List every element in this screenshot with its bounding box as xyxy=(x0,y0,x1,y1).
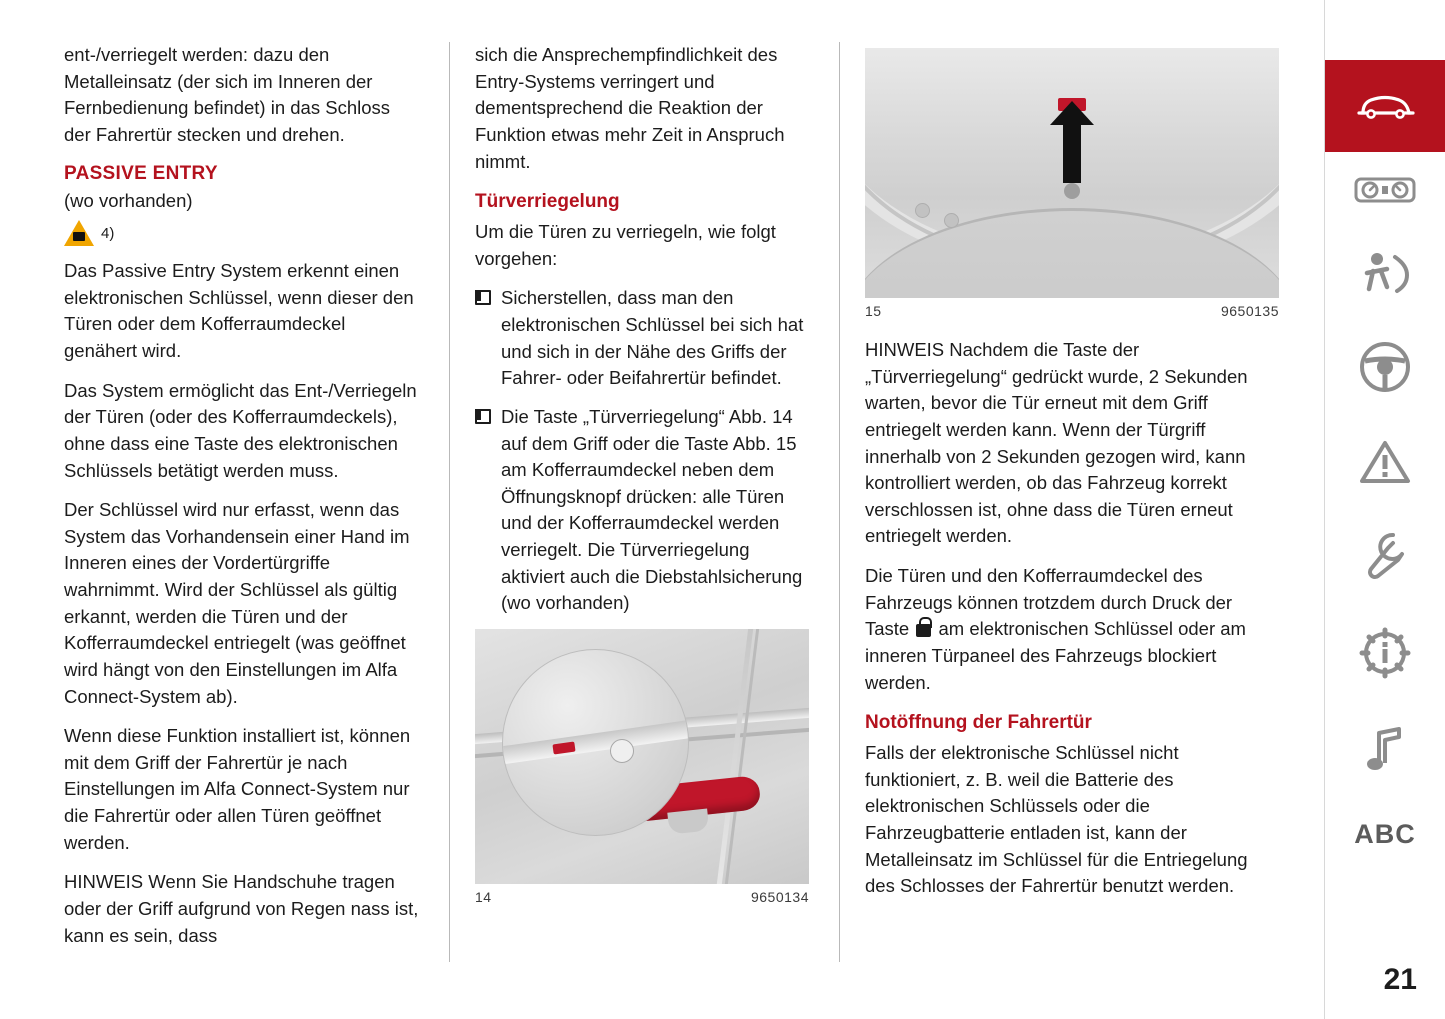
steering-wheel-icon xyxy=(1359,341,1411,393)
gear-info-icon xyxy=(1359,627,1411,679)
chapter-sidebar xyxy=(1324,0,1445,1019)
paragraph: Das Passive Entry System erkennt einen elektronischen Schlüssel, wenn dieser den Türen oder dem Kofferraumdeckel genähert wird. xyxy=(64,260,414,361)
sidebar-item-dashboard[interactable] xyxy=(1354,175,1416,205)
sidebar-item-car[interactable] xyxy=(1325,60,1445,152)
figure-15 xyxy=(865,48,1279,319)
page-number: 21 xyxy=(1383,963,1417,996)
figure-code: 9650135 xyxy=(1220,303,1279,319)
paragraph-text-before-icon: Die Türen und den Kofferraumdeckel des Fahrzeugs können trotzdem durch Druck der Taste xyxy=(865,565,1233,640)
section-subheading: (wo vorhanden) xyxy=(64,189,193,211)
footnote-marker: 4) xyxy=(101,224,115,242)
music-note-icon xyxy=(1365,725,1405,773)
sidebar-item-maintenance[interactable] xyxy=(1360,531,1410,581)
sidebar-item-warnings[interactable] xyxy=(1359,439,1411,485)
figure-number: 14 xyxy=(475,888,492,905)
paragraph: Falls der elektronische Schlüssel nicht funktioniert, z. B. weil die Batterie des elektronischen Schlüssels oder die Fahrzeugbatterie entladen ist, kann der Metalleinsatz im Schlüssel für die Entriegelung des Schlosses der Fahrertür benutzt werden. xyxy=(865,742,1248,897)
section-heading-tuerverriegelung: Türverriegelung xyxy=(475,191,620,213)
warning-footnote-line xyxy=(64,220,419,246)
paragraph-note: HINWEIS Wenn Sie Handschuhe tragen oder der Griff aufgrund von Regen nass ist, kann es sein, dass xyxy=(64,871,419,946)
warning-triangle-icon xyxy=(1359,439,1411,485)
page-columns xyxy=(64,42,1279,962)
figure-number: 15 xyxy=(865,303,882,319)
paragraph: Das System ermöglicht das Ent-/Verriegeln der Türen (oder des Kofferraumdeckels), ohne dass eine Taste des elektronischen Schlüssels betätigt werden muss. xyxy=(64,379,417,481)
sidebar-item-steering[interactable] xyxy=(1359,341,1411,393)
list-item xyxy=(475,285,809,392)
dashboard-icon xyxy=(1354,175,1416,205)
sidebar-icon-list xyxy=(1325,175,1445,850)
wrench-icon xyxy=(1360,531,1410,581)
list-item-text: Die Taste „Türverriegelung“ Abb. 14 auf dem Griff oder die Taste Abb. 15 am Kofferraumdeckel neben dem Öffnungsknopf drücken: alle Türen und der Kofferraumdeckel werden verriegelt. Die Türverriegelung aktiviert auch die Diebstahlsicherung (wo vorhanden) xyxy=(501,405,803,614)
sidebar-item-index[interactable]: ABC xyxy=(1354,819,1416,849)
section-heading-notoeffnung: Notöffnung der Fahrertür xyxy=(865,712,1092,734)
sidebar-item-safety[interactable] xyxy=(1357,251,1413,295)
figure-15-image xyxy=(865,48,1279,298)
sidebar-item-multimedia[interactable] xyxy=(1365,725,1405,773)
paragraph-with-lock-icon xyxy=(865,563,1279,696)
warning-triangle-icon xyxy=(64,220,94,246)
paragraph-note: HINWEIS Nachdem die Taste der „Türverriegelung“ gedrückt wurde, 2 Sekunden warten, bevor die Tür erneut mit dem Griff entriegelt werden kann. Wenn der Türgriff innerhalb von 2 Sekunden gezogen wird, kann kontrolliert werden, ob das Fahrzeug korrekt verschlossen ist, ohne dass die Türen erneut entriegelt werden. xyxy=(865,339,1248,547)
figure-14-caption xyxy=(475,884,809,905)
figure-14-image xyxy=(475,629,809,884)
figure-code: 9650134 xyxy=(750,888,809,905)
list-item xyxy=(475,404,809,617)
handle-button xyxy=(610,739,634,763)
paragraph-continued: ent-/verriegelt werden: dazu den Metalleinsatz (der sich im Inneren der Fernbedienung befindet) in das Schloss der Fahrertür stecken und drehen. xyxy=(64,44,391,145)
car-icon xyxy=(1355,89,1415,123)
figure-14-detail-circle xyxy=(502,649,689,836)
list-item-text: Sicherstellen, dass man den elektronischen Schlüssel bei sich hat und sich in der Nähe des Griffs der Fahrer- oder Beifahrertür befindet. xyxy=(501,287,804,389)
airbag-safety-icon xyxy=(1357,251,1413,295)
sidebar-item-technical-info[interactable] xyxy=(1359,627,1411,679)
column-3 xyxy=(839,42,1279,962)
square-bullet-icon xyxy=(475,409,491,424)
paragraph-intro: Um die Türen zu verriegeln, wie folgt vorgehen: xyxy=(475,221,776,269)
pointer-arrow-icon xyxy=(1063,121,1081,183)
column-1 xyxy=(64,42,449,962)
figure-15-caption xyxy=(865,298,1279,319)
square-bullet-icon xyxy=(475,290,491,305)
section-heading-passive-entry: PASSIVE ENTRY xyxy=(64,162,218,184)
column-2 xyxy=(449,42,839,962)
paragraph-continued: sich die Ansprechempfindlichkeit des Entry-Systems verringert und dementsprechend die Reaktion der Funktion etwas mehr Zeit in Anspruch nimmt. xyxy=(475,44,785,172)
paragraph: Der Schlüssel wird nur erfasst, wenn das System das Vorhandensein einer Hand im Inneren eines der Vordertürgriffe wahrnimmt. Wird der Schlüssel als gültig erkannt, werden die Türen und der Kofferraumdeckel entriegelt (was geöffnet wird hängt von den Einstellungen im Alfa Connect-System ab). xyxy=(64,499,410,707)
figure-14 xyxy=(475,629,809,905)
paragraph: Wenn diese Funktion installiert ist, können mit dem Griff der Fahrertür je nach Einstellungen im Alfa Connect-System nur die Fahrertür oder allen Türen geöffnet werden. xyxy=(64,725,411,853)
paragraph-text-after-icon: am elektronischen Schlüssel oder am inneren Türpaneel des Fahrzeugs blockiert werden. xyxy=(865,618,1246,693)
lock-icon xyxy=(916,624,931,637)
